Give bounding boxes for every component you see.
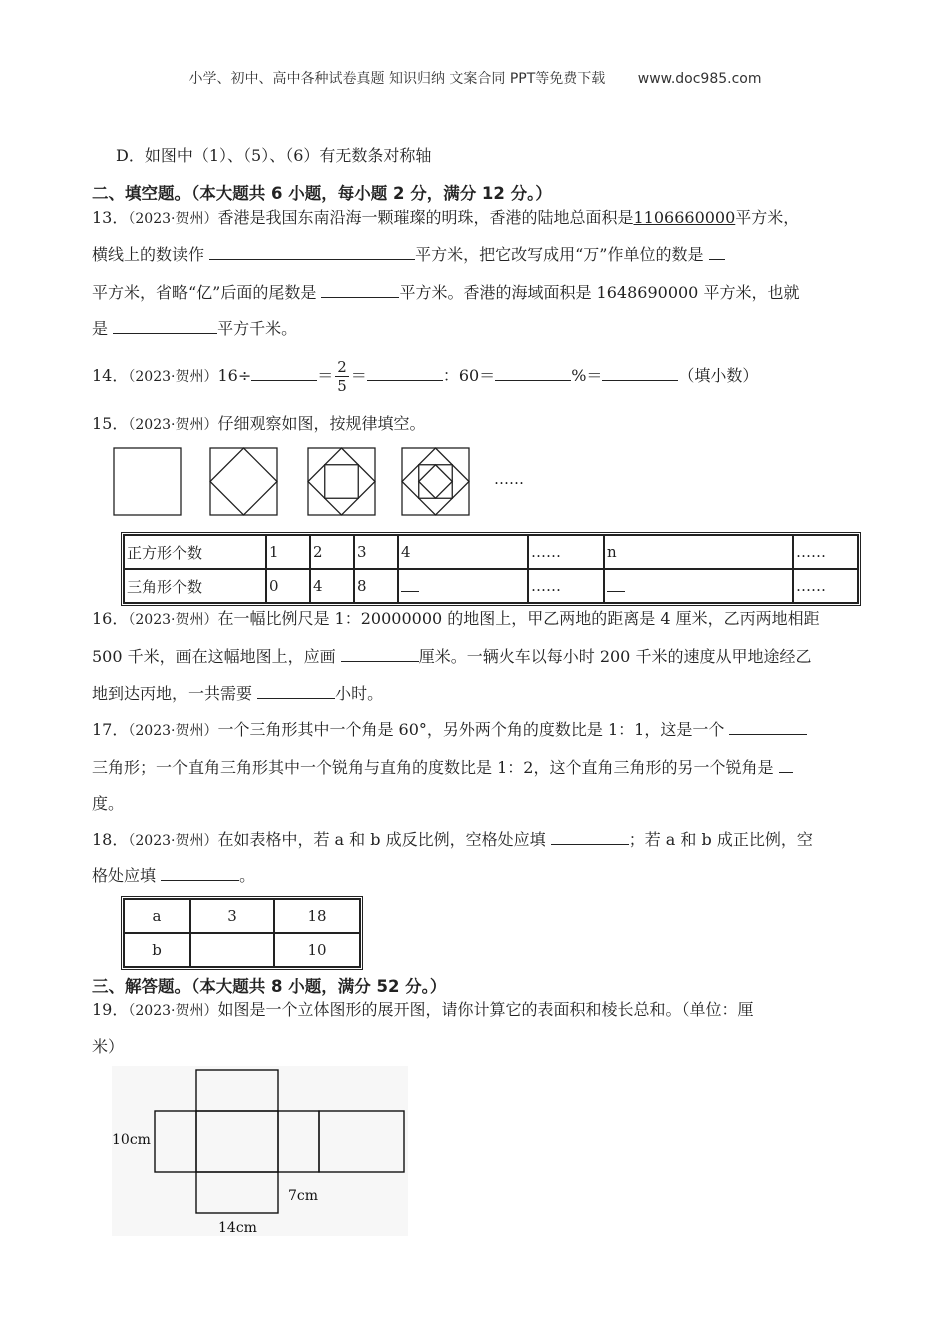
q19-line2: 米） [92, 1037, 125, 1056]
q14-fraction: $\frac{2}{5}$ [337, 358, 347, 395]
q16-line3: 地到达丙地，一共需要 小时。 [92, 684, 384, 703]
q18-line2: 格处应填 。 [92, 866, 256, 885]
figure-ellipsis: …… [494, 470, 524, 488]
q13-blank-4[interactable] [113, 317, 217, 334]
table-row: b 10 [124, 933, 360, 967]
q18-table [121, 896, 363, 970]
label-7cm: 7cm [288, 1188, 319, 1204]
header-text: 小学、初中、高中各种试卷真题 知识归纳 文案合同 PPT等免费下载 [188, 71, 606, 87]
q18-table-blank[interactable] [190, 933, 274, 967]
q17-blank-2[interactable] [779, 756, 793, 773]
q16-line2: 500 千米，画在这幅地图上，应画 厘米。一辆火车以每小时 200 千米的速度从甲地途经乙 [92, 647, 812, 666]
figure-4 [402, 448, 469, 515]
q17-blank-1[interactable] [729, 718, 807, 735]
q14-blank-1[interactable] [251, 364, 317, 381]
q13-line3: 平方米，省略“亿”后面的尾数是 平方米。香港的海域面积是 1648690000 平方米，也就 [92, 283, 800, 302]
q16-blank-1[interactable] [341, 645, 419, 662]
q15-line: 15．（2023·贺州）仔细观察如图，按规律填空。 [92, 414, 426, 433]
q18-blank-2[interactable] [161, 864, 239, 881]
label-10cm: 10cm [112, 1132, 151, 1148]
section-2-title: 二、填空题。（本大题共 6 小题，每小题 2 分，满分 12 分。） [92, 184, 552, 203]
q14-line: 14．（2023·贺州）16÷ ＝ $\frac{2}{5}$ ＝ ：60＝ %＝ （填小数） [92, 358, 759, 395]
figure-2 [210, 448, 277, 515]
q17-line3: 度。 [92, 794, 125, 813]
header-url[interactable]: www.doc985.com [637, 71, 762, 87]
q13-line2: 横线上的数读作 平方米，把它改写成用“万”作单位的数是 [92, 243, 725, 267]
q18-blank-1[interactable] [551, 828, 629, 845]
q17-line2: 三角形；一个直角三角形其中一个锐角与直角的度数比是 1：2，这个直角三角形的另一个锐角是 [92, 756, 793, 780]
q19-line1: 19．（2023·贺州）如图是一个立体图形的展开图，请你计算它的表面积和棱长总和。（单位：厘 [92, 1000, 754, 1019]
q13-line1: 13．（2023·贺州）香港是我国东南沿海一颗璀璨的明珠，香港的陆地总面积是1106660000平方米， [92, 208, 800, 227]
q15-blank-b[interactable] [604, 569, 793, 603]
q14-blank-4[interactable] [602, 364, 678, 381]
q18-line1: 18．（2023·贺州）在如表格中，若 a 和 b 成反比例，空格处应填 ；若 a 和 b 成正比例，空 [92, 830, 813, 849]
table-row: 三角形个数 0 4 8 …… …… [124, 569, 858, 603]
figure-3 [308, 448, 375, 515]
q14-blank-3[interactable] [495, 364, 571, 381]
cuboid-net-figure [112, 1066, 408, 1236]
figure-1-square [114, 448, 181, 515]
page-header [0, 68, 950, 88]
q15-table [121, 532, 861, 606]
label-14cm: 14cm [218, 1220, 257, 1236]
option-d: D．如图中（1）、（5）、（6）有无数条对称轴 [116, 146, 432, 165]
square-pattern-figure [110, 444, 530, 520]
q16-blank-2[interactable] [257, 682, 335, 699]
section-3-title: 三、解答题。（本大题共 8 小题，满分 52 分。） [92, 977, 447, 996]
q13-blank-2[interactable] [709, 243, 725, 260]
q14-blank-2[interactable] [367, 364, 443, 381]
table-row: 正方形个数 1 2 3 4 …… n …… [124, 535, 858, 569]
q13-line4: 是 平方千米。 [92, 319, 298, 338]
q17-line1: 17．（2023·贺州）一个三角形其中一个角是 60°，另外两个角的度数比是 1：1，这是一个 [92, 718, 807, 743]
q16-line1: 16．（2023·贺州）在一幅比例尺是 1：20000000 的地图上，甲乙两地的距离是 4 厘米，乙丙两地相距 [92, 609, 820, 628]
q13-blank-1[interactable] [209, 243, 415, 260]
table-row: a 3 18 [124, 899, 360, 933]
q15-blank-a[interactable] [398, 569, 528, 603]
q13-blank-3[interactable] [321, 281, 399, 298]
q13-number: 1106660000 [633, 208, 736, 227]
